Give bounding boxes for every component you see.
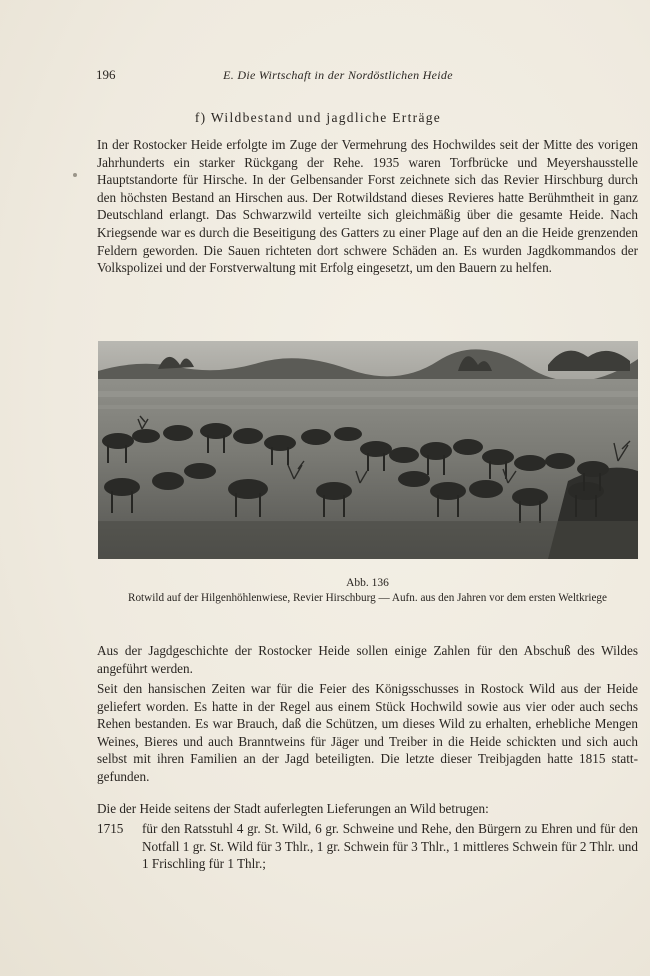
deer-herd-photo [98,341,638,559]
running-head: E. Die Wirtschaft in der Nordöstlichen Heide [223,68,453,82]
paragraph-lieferungen-intro: Die der Heide seitens der Stadt auferlegten Lieferungen an Wild betrugen: [97,801,489,816]
figure-label: Abb. 136 [346,577,389,589]
page-header [96,66,540,84]
section-heading: f) Wildbestand und jagdliche Erträge [194,110,442,125]
figure-caption: Rotwild auf der Hilgenhöhlenwiese, Revier Hirschburg — Aufn. aus den Jahren vor dem ersten Weltkriege [127,592,607,604]
entry-text: für den Ratsstuhl 4 gr. St. Wild, 6 gr. Schweine und Rehe, den Bürgern zu Ehren und für den Notfall 1 gr. St. Wild für 3 Thlr., 1 gr. Schwein für 3 Thlr., 1 mittleres Schwein für 2 Thlr. und 1 Frischling für 1 Thlr.; [142,821,638,872]
page-number: 196 [96,67,116,82]
paragraph-jagdgeschichte: Aus der Jagdgeschichte der Rostocker Heide sollen einige Zahlen für den Abschuß des Wildes angeführt werden. [97,643,638,676]
figure-photo-red-deer [98,341,638,559]
paragraph-koenigsschuss: Seit den hansischen Zeiten war für die Feier des Königsschusses in Rostock Wild aus der Heide geliefert worden. Es hatte in der Regel aus einem Stück Hochwild sowie aus vier oder auch sechs Rehen bestanden. Es war Brauch, daß die Schützen, um dieses Wild zu erhalten, erhebliche Mengen Weines, Bieres und auch Branntweins für Jäger und Treiber in die Heide schickten und sich auch selbst mit ihren Familien an der Jagd beteiligten. Die letzte dieser Treibjagden hatte 1815 stattgefunden. [97,681,638,784]
paragraph-rostocker-heide-wildbestand: In der Rostocker Heide erfolgte im Zuge der Vermehrung des Hochwildes seit der Mitte des vorigen Jahrhunderts ein starker Rückgang der Rehe. 1935 waren Torfbrücke und Meyershausstelle Hauptstandorte für Hirsche. In der Gelbensander Forst zeichnete sich das Revier Hirschburg durch den höchsten Bestand an Hirschen aus. Der Rotwildstand dieses Revieres hatte Berühmtheit in ganz Deutschland erlangt. Das Schwarzwild verteilte sich gleichmäßig über die gesamte Heide. Nach Kriegsende war es durch die Beseitigung des Gatters zu einer Plage auf den an die Heide grenzenden Feldern geworden. Die Sauen richteten dort schwere Schäden an. Es wurden Jagdkommandos der Volkspolizei und der Forstverwaltung mit Erfolg eingesetzt, um den Bauern zu helfen. [97,137,638,276]
pencil-mark [73,173,77,177]
entry-year: 1715 [97,821,124,836]
